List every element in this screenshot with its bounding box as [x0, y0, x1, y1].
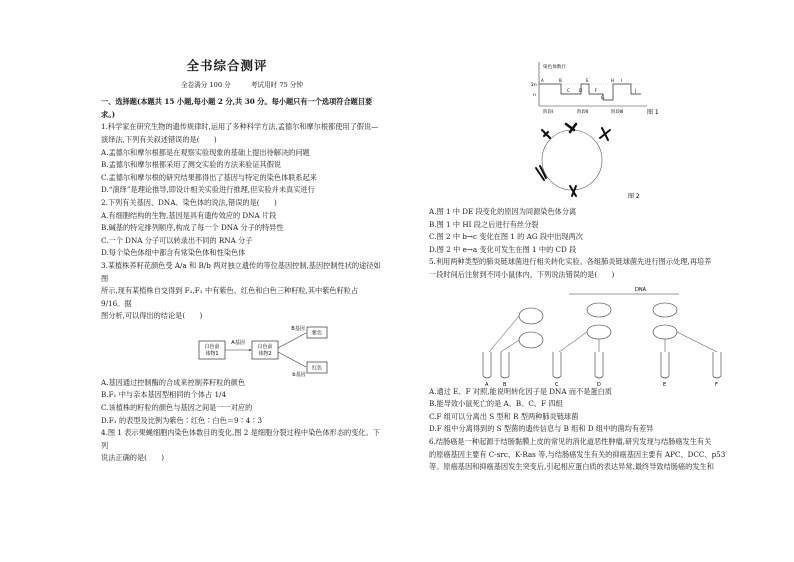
left-column	[101, 60, 383, 465]
gene-b-recessive-label: b基因	[292, 371, 306, 377]
q4-option-d: D.图 2 中 e→a 变化可发生在图 1 中的 CD 段	[429, 244, 577, 254]
q5-stem-line2: 一段时间后注射到不同小鼠体内。下列说法错误的是( )	[429, 269, 615, 279]
fig1-level-2n: 2n	[531, 83, 537, 88]
tube-c	[553, 352, 561, 378]
q3-option-c: C.该植株的籽粒的颜色与基因之间是一一对应的	[101, 403, 253, 413]
tube-c-label: C	[555, 381, 559, 386]
section-heading: 一、选择题(本题共 15 小题,每小题 2 分,共 30 分。每小题只有一个选项符合题目要求。)	[101, 97, 373, 119]
q4-option-c: C.图 2 中 b→c 变化在图 1 的 AG 段中出现两次	[429, 232, 583, 242]
precursor2-label: 白色前	[257, 343, 273, 350]
tube-d	[595, 352, 603, 378]
fig1-phase3: 阶段Ⅲ	[611, 110, 624, 115]
red-label: 红色	[311, 365, 323, 372]
q2-stem: 2.下列有关基因、DNA、染色体的说法,错误的是( )	[101, 197, 277, 207]
chromosome-c	[600, 128, 610, 140]
q5-experiment-diagram	[449, 282, 749, 386]
tube-f-label: F	[715, 381, 718, 386]
q1-option-a: A.孟德尔和摩尔根都是在观察实验现象的基础上提出待解决的问题	[101, 147, 310, 157]
fig1-phase1: 阶段Ⅰ	[543, 110, 554, 115]
q4-stem-line2: 说法正确的是( )	[101, 453, 165, 463]
gene-a-label: A基因	[231, 339, 245, 346]
tube-f	[713, 352, 721, 378]
q4-stem-line1: 4.图 1 表示果蝇细胞内染色体数目的变化,图 2 是细胞分裂过程中染色体形态的变化。下列	[101, 428, 380, 450]
q3-stem-line3: 图分析,可以得出的结论是( )	[101, 311, 203, 321]
svg-text:体物2: 体物2	[258, 350, 272, 357]
fig1-phase2: 阶段Ⅱ	[577, 110, 589, 115]
chromosome-b	[566, 124, 576, 132]
q3-stem-line2: 所示,现有某植株自交得到 F₁,F₁ 中有紫色、红色和白色三种籽粒,其中紫色籽粒占 9/16。据	[101, 286, 359, 308]
q3-pathway-diagram	[101, 323, 383, 377]
svg-text:G: G	[601, 95, 605, 100]
q2-option-d: D.每个染色体组中都含有常染色体和性染色体	[101, 248, 246, 258]
q5-option-a: A.通过 E、F 对照,能说明转化因子是 DNA 而不是蛋白质	[429, 386, 612, 396]
q4-figure2	[524, 120, 674, 200]
fig2-caption: 图 2	[628, 193, 640, 200]
svg-text:F: F	[595, 88, 598, 93]
q5-option-c: C.F 组可以分离出 S 型和 R 型两种肺炎链球菌	[429, 411, 579, 421]
chromosome-a	[542, 130, 550, 138]
tube-a	[483, 352, 491, 378]
tube-e-label: E	[663, 381, 667, 386]
q4-figure1	[529, 60, 669, 118]
q5-option-d: D.F 组中分离得到的 S 型菌的遗传信息与 B 组和 D 组中的菌均有差异	[429, 424, 654, 434]
full-score: 全卷满分 100 分	[180, 80, 231, 89]
q1-stem: 1.科学家在研究生物的遗传规律时,运用了多种科学方法,孟德尔和摩尔根都使用了假说—演绎法,下列有关叙述错误的是( )	[101, 122, 379, 144]
gene-b-label: B基因	[291, 325, 305, 332]
q1-option-b: B.孟德尔和摩尔根都采用了测交实验的方法来验证其假说	[101, 160, 282, 170]
q3-option-a: A.基因通过控制酶的合成来控制荞籽粒的颜色	[101, 377, 246, 387]
q4-option-b: B.图 1 中 HI 段之后进行有丝分裂	[429, 219, 539, 229]
svg-text:E: E	[586, 78, 589, 83]
q2-option-c: C.一个 DNA 分子可以转录出不同的 RNA 分子	[101, 235, 253, 245]
q1-option-d: D.“演绎”是理论推导,即设计相关实验进行推理,但实验并未真实进行	[101, 185, 315, 195]
q6-line1: 6.结肠癌是一种起源于结肠黏膜上皮的常见的消化道恶性肿瘤,研究发现与结肠癌发生有关	[429, 436, 712, 446]
svg-text:I: I	[621, 78, 623, 83]
svg-text:B: B	[559, 78, 562, 83]
tube-d-label: D	[597, 381, 601, 386]
purple-label: 紫色	[311, 330, 323, 337]
exam-meta	[101, 79, 383, 92]
svg-text:D: D	[579, 88, 583, 93]
q3-option-b: B.F₁ 中与亲本基因型相同的个体占 1/4	[101, 390, 227, 400]
fig1-caption: 图 1	[647, 109, 659, 116]
precursor1-label: 白色前	[204, 343, 220, 350]
tube-e	[661, 352, 669, 378]
fig1-curve	[539, 84, 641, 100]
q6-line3: 等。原癌基因和抑癌基因发生突变后,引起相应蛋白质的表达异常,最终导致结肠癌的发生和	[429, 462, 714, 472]
svg-text:J: J	[635, 88, 637, 93]
exam-time: 考试用时 75 分钟	[250, 80, 303, 89]
q2-option-a: A.有细胞结构的生物,基因是具有遗传效应的 DNA 片段	[101, 210, 277, 220]
q2-option-b: B.碱基的特定排列顺序,构成了每一个 DNA 分子的特异性	[101, 223, 284, 233]
svg-text:体物1: 体物1	[205, 350, 219, 357]
q3-option-d: D.F₁ 的表型及比例为紫色∶红色∶白色＝9∶4∶3	[101, 415, 263, 425]
fig1-level-n: n	[533, 93, 536, 98]
page-title: 全书综合测评	[186, 58, 268, 73]
q1-option-c: C.孟德尔和摩尔根的研究结果都得出了基因与特定的染色体联系起来	[101, 172, 317, 182]
q5-option-b: B.能导致小鼠死亡的是 A、B、C、F 四组	[429, 399, 563, 409]
q5-stem-line1: 5.利用两种类型的肺炎链球菌进行相关转化实验。各组肺炎链球菌先进行图示处理,再培养	[429, 257, 712, 267]
fig1-ylabel: 染色体数目	[543, 65, 566, 70]
tube-a-label: A	[485, 381, 489, 386]
tube-b	[501, 352, 509, 378]
svg-text:C: C	[567, 88, 570, 93]
q3-stem-line1: 3.某植株荞籽花颜色受 A/a 和 B/b 两对独立遗传的等位基因控制,基因控制性状的途径如图	[101, 260, 381, 283]
q6-line2: 的原癌基因主要有 C-src、K-Ras 等,与结肠癌发生有关的抑癌基因主要有 APC、DCC、p53	[429, 449, 726, 459]
chromosome-d	[536, 166, 546, 180]
svg-text:H: H	[611, 78, 615, 83]
chromosome-e	[570, 186, 576, 196]
tube-b-label: B	[503, 381, 507, 386]
q4-option-a: A.图 1 中 DE 段变化的原因为同源染色体分离	[429, 207, 577, 216]
dna-label: DNA	[635, 286, 647, 293]
svg-text:A: A	[541, 78, 544, 83]
